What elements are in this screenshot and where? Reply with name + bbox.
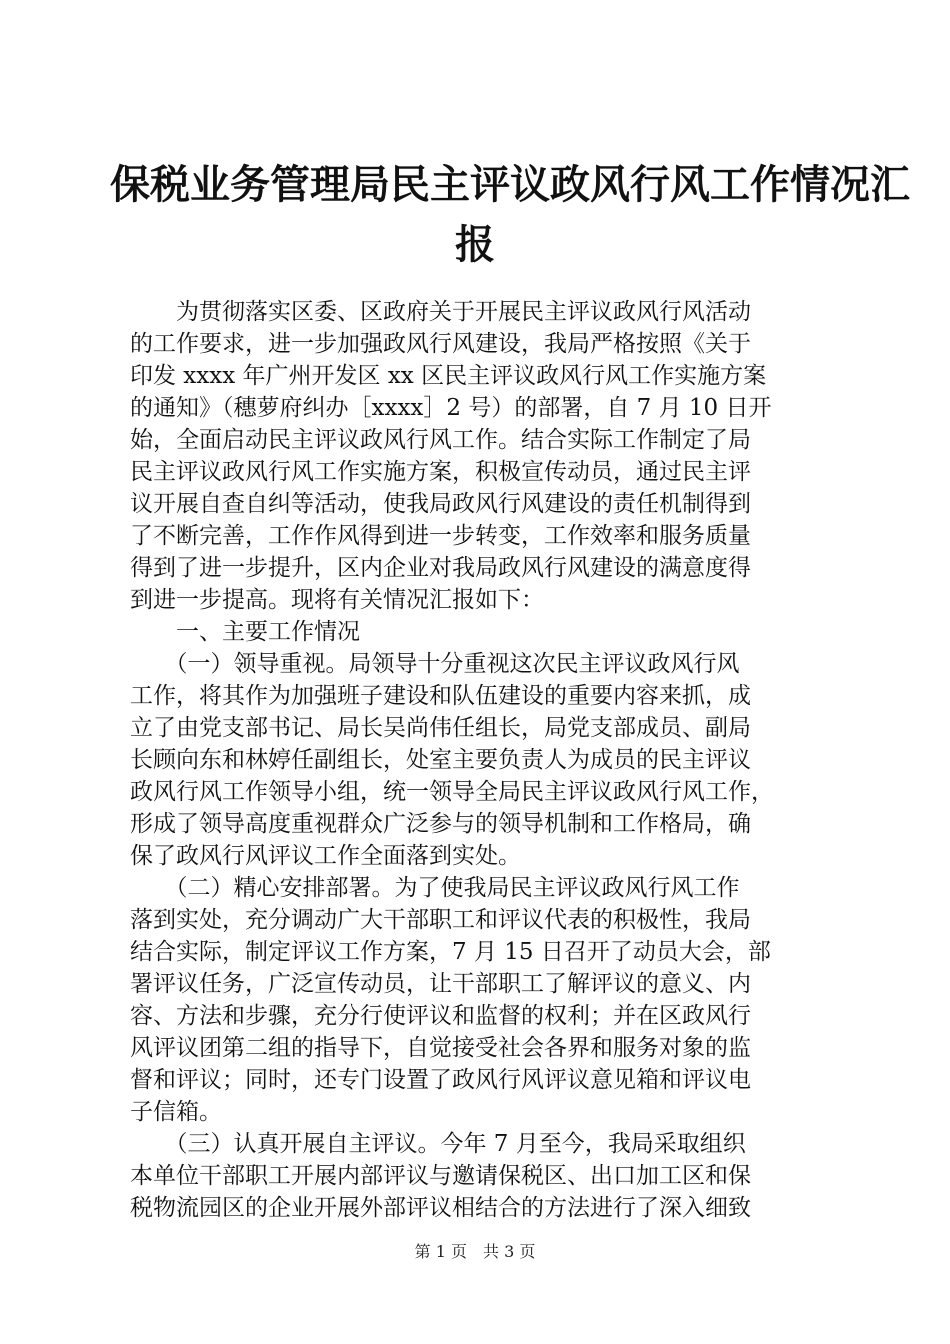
body-line: （三）认真开展自主评议。今年 7 月至今，我局采取组织	[130, 1131, 746, 1157]
body-line: 议开展自查自纠等活动，使我局政风行风建设的责任机制得到	[130, 491, 751, 517]
body-line: 署评议任务，广泛宣传动员，让干部职工了解评议的意义、内	[130, 971, 751, 997]
document-body	[130, 296, 830, 1224]
body-line: 容、方法和步骤，充分行使评议和监督的权利；并在区政风行	[130, 1003, 751, 1029]
body-line: 风评议团第二组的指导下，自觉接受社会各界和服务对象的监	[130, 1035, 751, 1061]
document-title-line-1: 保税业务管理局民主评议政风行风工作情况汇	[110, 161, 910, 208]
body-line: 子信箱。	[130, 1099, 222, 1125]
body-line: 本单位干部职工开展内部评议与邀请保税区、出口加工区和保	[130, 1163, 751, 1189]
body-line: 督和评议；同时，还专门设置了政风行风评议意见箱和评议电	[130, 1067, 751, 1093]
body-line: 的通知》（穗萝府纠办［xxxx］2 号）的部署，自 7 月 10 日开	[130, 395, 772, 421]
body-line: 民主评议政风行风工作实施方案，积极宣传动员，通过民主评	[130, 459, 751, 485]
body-line: （一）领导重视。局领导十分重视这次民主评议政风行风	[130, 651, 740, 677]
body-line: 税物流园区的企业开展外部评议相结合的方法进行了深入细致	[130, 1195, 751, 1221]
document-title-line-2: 报	[455, 221, 495, 268]
body-line: 落到实处，充分调动广大干部职工和评议代表的积极性，我局	[130, 907, 751, 933]
body-line: 结合实际，制定评议工作方案，7 月 15 日召开了动员大会，部	[130, 939, 771, 965]
body-line: 政风行风工作领导小组，统一领导全局民主评议政风行风工作，	[130, 779, 774, 805]
page-footer: 第 1 页 共 3 页	[414, 1242, 536, 1261]
body-line: 工作，将其作为加强班子建设和队伍建设的重要内容来抓，成	[130, 683, 751, 709]
body-line: 为贯彻落实区委、区政府关于开展民主评议政风行风活动	[130, 299, 751, 325]
body-line: 得到了进一步提升，区内企业对我局政风行风建设的满意度得	[130, 555, 751, 581]
body-line: 印发 xxxx 年广州开发区 xx 区民主评议政风行风工作实施方案	[130, 363, 767, 389]
body-line: 的工作要求，进一步加强政风行风建设，我局严格按照《关于	[130, 331, 751, 357]
body-line: 始，全面启动民主评议政风行风工作。结合实际工作制定了局	[130, 427, 751, 453]
body-line: 一、主要工作情况	[130, 619, 360, 645]
body-line: （二）精心安排部署。为了使我局民主评议政风行风工作	[130, 875, 740, 901]
body-line: 保了政风行风评议工作全面落到实处。	[130, 843, 521, 869]
body-line: 形成了领导高度重视群众广泛参与的领导机制和工作格局，确	[130, 811, 751, 837]
body-line: 到进一步提高。现将有关情况汇报如下：	[130, 587, 544, 613]
body-line: 长顾向东和林婷任副组长，处室主要负责人为成员的民主评议	[130, 747, 751, 773]
body-line: 了不断完善，工作作风得到进一步转变，工作效率和服务质量	[130, 523, 751, 549]
body-line: 立了由党支部书记、局长吴尚伟任组长，局党支部成员、副局	[130, 715, 751, 741]
